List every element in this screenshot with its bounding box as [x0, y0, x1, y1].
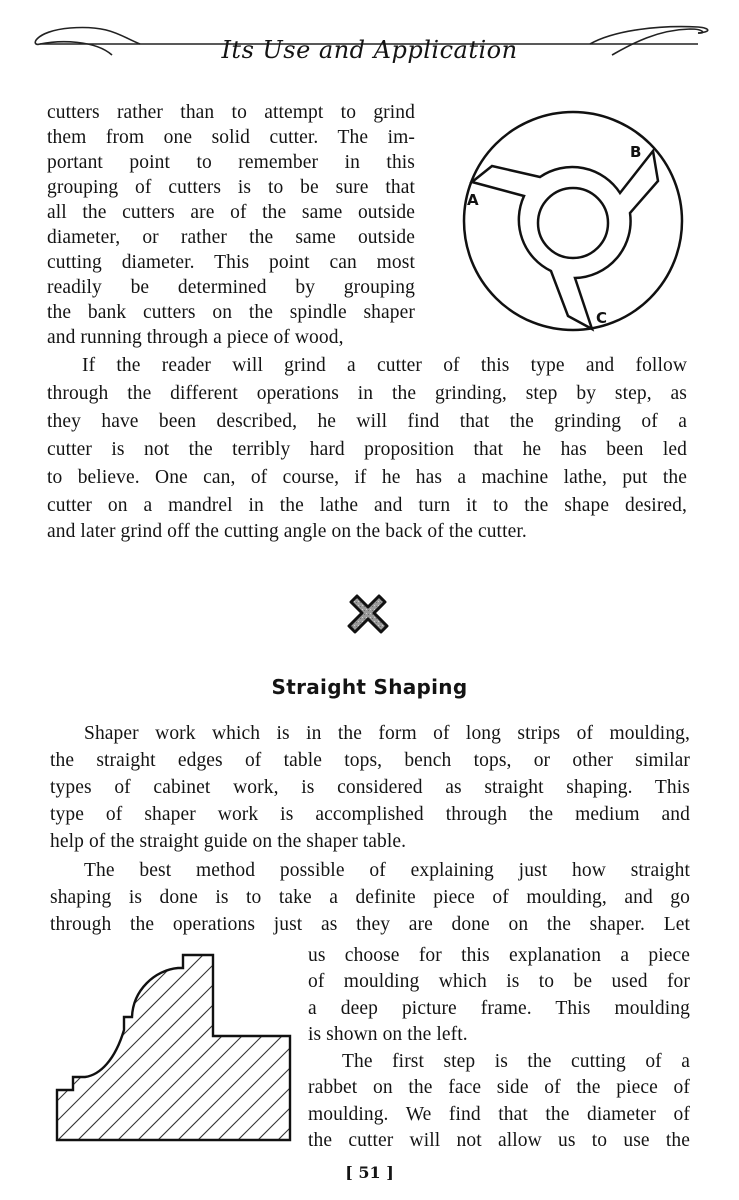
text-line: cutter on a mandrel in the lathe and turn it to the shape desired,	[47, 495, 687, 516]
label-b: B	[630, 143, 642, 161]
cutter-outer-circle	[464, 112, 682, 330]
page-number: [ 51 ]	[345, 1163, 394, 1182]
text-line: grouping of cutters is to be sure that	[47, 177, 415, 198]
text-line: type of shaper work is accomplished through the medium and	[50, 804, 690, 825]
text-line: and running through a piece of wood,	[47, 327, 344, 348]
text-line: the bank cutters on the spindle shaper	[47, 302, 415, 323]
moulding-profile-diagram	[50, 948, 300, 1148]
text-line: of moulding which is to be used for	[308, 971, 690, 992]
label-a: A	[467, 191, 479, 209]
text-line: they have been described, he will find that the grinding of a	[47, 411, 687, 432]
text-line: to believe. One can, of course, if he has a machine lathe, put the	[47, 467, 687, 488]
text-line: us choose for this explanation a piece	[308, 945, 690, 966]
text-line: types of cabinet work, is considered as straight shaping. This	[50, 777, 690, 798]
text-line: is shown on the left.	[308, 1024, 468, 1045]
text-line: The first step is the cutting of a	[342, 1051, 690, 1072]
text-line: and later grind off the cutting angle on the back of the cutter.	[47, 521, 527, 542]
text-line: through the operations just as they are done on the shaper. Let	[50, 914, 690, 935]
text-line: moulding. We find that the diameter of	[308, 1104, 690, 1125]
text-line: help of the straight guide on the shaper table.	[50, 831, 407, 852]
text-line: a deep picture frame. This moulding	[308, 998, 690, 1019]
text-line: the cutter will not allow us to use the	[308, 1130, 690, 1151]
moulding-outline	[57, 955, 290, 1140]
text-line: readily be determined by grouping	[47, 277, 415, 298]
text-line: cutting diameter. This point can most	[47, 252, 415, 273]
label-c: C	[596, 309, 608, 327]
text-line: them from one solid cutter. The im-	[47, 127, 415, 148]
text-line: If the reader will grind a cutter of this type and follow	[82, 355, 687, 376]
text-line: cutters rather than to attempt to grind	[47, 102, 415, 123]
text-line: portant point to remember in this	[47, 152, 415, 173]
x-ornament-icon	[345, 592, 391, 638]
text-line: all the cutters are of the same outside	[47, 202, 415, 223]
text-line: diameter, or rather the same outside	[47, 227, 415, 248]
moulding-hatching	[50, 948, 300, 1148]
text-line: The best method possible of explaining just how straight	[84, 860, 690, 881]
text-line: rabbet on the face side of the piece of	[308, 1077, 690, 1098]
running-head: Its Use and Application	[221, 36, 518, 64]
text-line: through the different operations in the grinding, step by step, as	[47, 383, 687, 404]
text-line: cutter is not the terribly hard proposition that he has been led	[47, 439, 687, 460]
cutter-bore-circle	[538, 188, 608, 258]
section-title: Straight Shaping	[271, 675, 468, 699]
cutter-diagram	[455, 100, 695, 340]
text-line: Shaper work which is in the form of long strips of moulding,	[84, 723, 690, 744]
text-line: the straight edges of table tops, bench tops, or other similar	[50, 750, 690, 771]
text-line: shaping is done is to take a definite piece of moulding, and go	[50, 887, 690, 908]
